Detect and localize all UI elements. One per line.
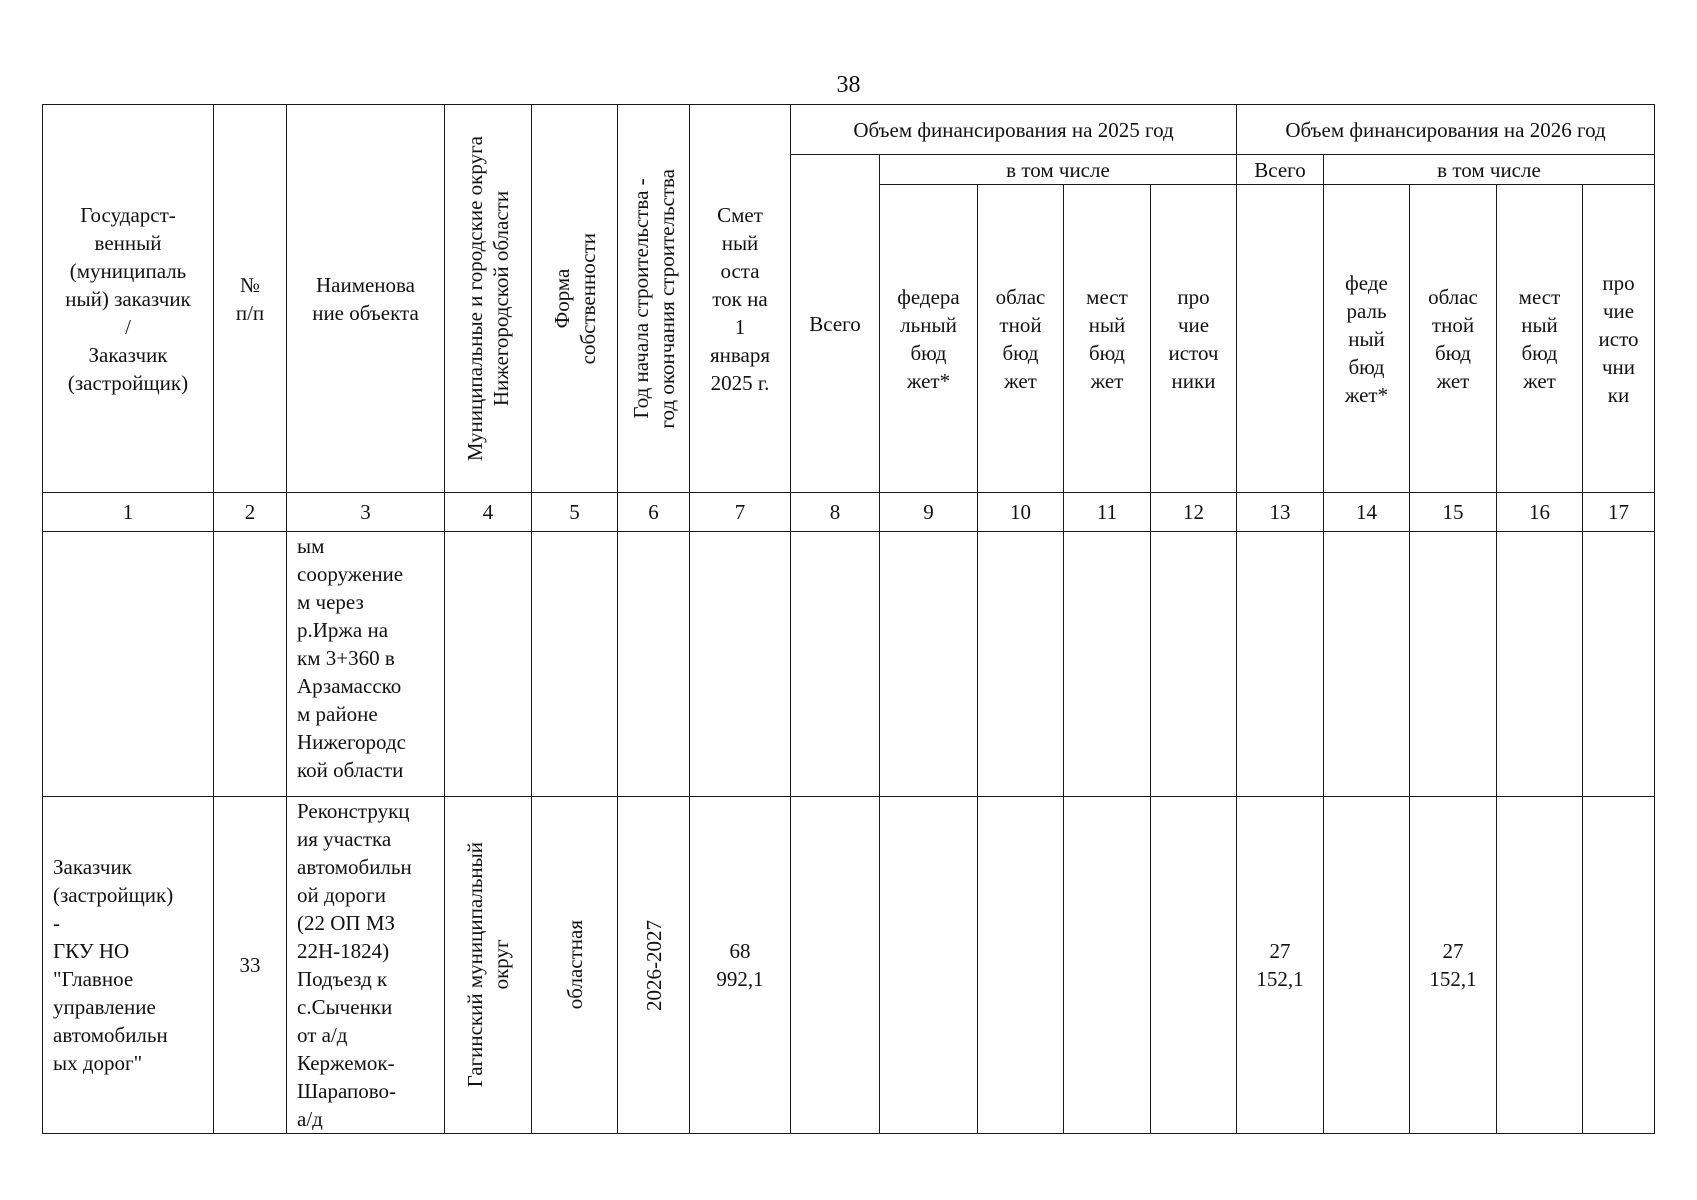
column-number: 3 bbox=[287, 493, 445, 532]
regional-2026-cell: 27 152,1 bbox=[1410, 797, 1497, 1134]
customer-cell: Заказчик (застройщик) - ГКУ НО "Главное управление автомобильн ых дорог" bbox=[43, 797, 214, 1134]
column-number: 13 bbox=[1237, 493, 1324, 532]
total-2025-cell bbox=[791, 532, 880, 797]
column-number: 16 bbox=[1497, 493, 1583, 532]
number-cell: 33 bbox=[214, 797, 287, 1134]
column-number: 17 bbox=[1583, 493, 1655, 532]
customer-cell bbox=[43, 532, 214, 797]
header-row-1 bbox=[43, 105, 1655, 155]
other-2026-cell bbox=[1583, 797, 1655, 1134]
table-row bbox=[43, 532, 1655, 797]
local-2025-cell bbox=[1064, 797, 1151, 1134]
header-municipality: Муниципальные и городские округа Нижегородской области bbox=[445, 105, 532, 493]
column-number: 1 bbox=[43, 493, 214, 532]
column-number: 12 bbox=[1151, 493, 1237, 532]
header-regional-2025: облас тной бюд жет bbox=[978, 185, 1064, 493]
header-other-2025: про чие источ ники bbox=[1151, 185, 1237, 493]
local-2026-cell bbox=[1497, 532, 1583, 797]
object-name-cell: ым сооружение м через р.Иржа на км 3+360 в Арзамасско м районе Нижегородс кой области bbox=[287, 532, 445, 797]
header-years: Год начала строительства - год окончания строительства bbox=[618, 105, 690, 493]
ownership-cell bbox=[532, 532, 618, 797]
federal-2025-cell bbox=[880, 532, 978, 797]
table-row bbox=[43, 797, 1655, 1134]
remaining-cell: 68 992,1 bbox=[690, 797, 791, 1134]
header-including-2026: в том числе bbox=[1324, 155, 1655, 185]
federal-2026-cell bbox=[1324, 532, 1410, 797]
header-other-2026: про чие исто чни ки bbox=[1583, 185, 1655, 493]
header-remaining-cost: Смет ный оста ток на 1 января 2025 г. bbox=[690, 105, 791, 493]
column-number: 10 bbox=[978, 493, 1064, 532]
local-2025-cell bbox=[1064, 532, 1151, 797]
header-local-2025: мест ный бюд жет bbox=[1064, 185, 1151, 493]
column-number: 8 bbox=[791, 493, 880, 532]
header-object-name: Наименова ние объекта bbox=[287, 105, 445, 493]
header-regional-2026: облас тной бюд жет bbox=[1410, 185, 1497, 493]
total-2026-cell bbox=[1237, 532, 1324, 797]
header-total-2026-blank bbox=[1237, 185, 1324, 493]
local-2026-cell bbox=[1497, 797, 1583, 1134]
column-number: 14 bbox=[1324, 493, 1410, 532]
column-number: 11 bbox=[1064, 493, 1151, 532]
header-local-2026: мест ный бюд жет bbox=[1497, 185, 1583, 493]
municipality-cell: Гагинский муниципальный округ bbox=[445, 797, 532, 1134]
header-ownership: Форма собственности bbox=[532, 105, 618, 493]
years-cell: 2026-2027 bbox=[618, 797, 690, 1134]
header-group-2026: Объем финансирования на 2026 год bbox=[1237, 105, 1655, 155]
column-number: 2 bbox=[214, 493, 287, 532]
financing-table bbox=[42, 104, 1655, 1134]
federal-2025-cell bbox=[880, 797, 978, 1134]
regional-2025-cell bbox=[978, 532, 1064, 797]
total-2026-cell: 27 152,1 bbox=[1237, 797, 1324, 1134]
column-number: 7 bbox=[690, 493, 791, 532]
column-number: 6 bbox=[618, 493, 690, 532]
column-number: 9 bbox=[880, 493, 978, 532]
page-number: 38 bbox=[836, 72, 861, 98]
federal-2026-cell bbox=[1324, 797, 1410, 1134]
column-number: 4 bbox=[445, 493, 532, 532]
object-name-cell: Реконструкц ия участка автомобильн ой дороги (22 ОП МЗ 22Н-1824) Подъезд к с.Сыченки от а/д Кержемок- Шарапово- а/д bbox=[287, 797, 445, 1134]
header-group-2025: Объем финансирования на 2025 год bbox=[791, 105, 1237, 155]
total-2025-cell bbox=[791, 797, 880, 1134]
header-including-2025: в том числе bbox=[880, 155, 1237, 185]
years-cell bbox=[618, 532, 690, 797]
header-federal-2025: федера льный бюд жет* bbox=[880, 185, 978, 493]
header-total-2026: Всего bbox=[1237, 155, 1324, 185]
header-total-2025: Всего bbox=[791, 155, 880, 493]
other-2026-cell bbox=[1583, 532, 1655, 797]
column-number: 5 bbox=[532, 493, 618, 532]
remaining-cell bbox=[690, 532, 791, 797]
municipality-cell bbox=[445, 532, 532, 797]
header-federal-2026: феде раль ный бюд жет* bbox=[1324, 185, 1410, 493]
column-number: 15 bbox=[1410, 493, 1497, 532]
regional-2026-cell bbox=[1410, 532, 1497, 797]
other-2025-cell bbox=[1151, 797, 1237, 1134]
number-cell bbox=[214, 532, 287, 797]
column-number-row bbox=[43, 493, 1655, 532]
ownership-cell: областная bbox=[532, 797, 618, 1134]
other-2025-cell bbox=[1151, 532, 1237, 797]
regional-2025-cell bbox=[978, 797, 1064, 1134]
header-number: № п/п bbox=[214, 105, 287, 493]
header-customer: Государст- венный (муниципаль ный) заказчик / Заказчик (застройщик) bbox=[43, 105, 214, 493]
